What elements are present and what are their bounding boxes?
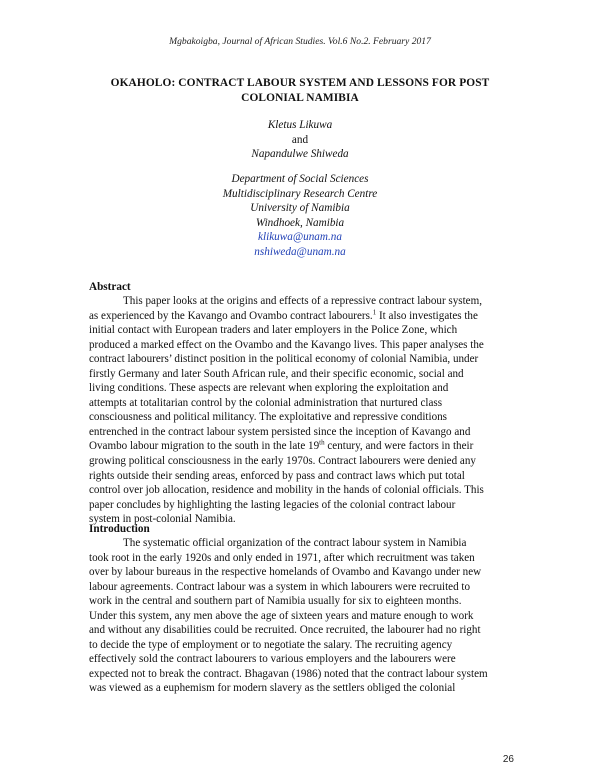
intro-line: effectively sold the contract labourers to various employers and the labourers were: [89, 653, 456, 666]
abstract-line: growing political consciousness in the early 1970s. Contract labourers were denied any: [89, 455, 476, 468]
abstract-line: entrenched in the contract labour system persisted since the inception of Kavango and: [89, 425, 471, 438]
running-head: Mgbakoigba, Journal of African Studies. Vol.6 No.2. February 2017: [169, 36, 431, 47]
introduction-body: [89, 536, 519, 696]
abstract-line: as experienced by the Kavango and Ovambo contract labourers.$^1$ It also investigates the: [89, 307, 478, 322]
ordinal-suffix: th: [319, 438, 325, 447]
email-link-2[interactable]: nshiweda@unam.na: [254, 245, 346, 258]
author-1: Kletus Likuwa: [267, 119, 333, 131]
intro-line: Under this system, any men above the age of sixteen years and mature enough to work: [89, 609, 474, 622]
intro-line: work in the central and southern part of Namibia usually for six to eighteen months.: [89, 595, 462, 608]
abstract-line: system in post-colonial Namibia.: [89, 513, 236, 526]
intro-line: took root in the early 1920s and only ended in 1971, after which recruitment was taken: [89, 551, 475, 564]
page-number: 26: [502, 754, 514, 765]
author-block: [0, 118, 600, 162]
abstract-line: contract labourers’ distinct position in the political economy of colonial Namibia, under: [89, 353, 479, 366]
abstract-line: consciousness and political militancy. The exploitative and repressive conditions: [89, 411, 447, 424]
intro-line: was viewed as a euphemism for modern slavery as the settlers obliged the colonial: [89, 682, 456, 695]
affiliation-university: University of Namibia: [250, 202, 350, 215]
abstract-line: firstly Germany and later South African rule, and their specific economic, social and: [89, 367, 464, 380]
author-2: Napandulwe Shiweda: [251, 148, 349, 160]
intro-line: over by labour bureaus in the respective homelands of Ovambo and Kavango under new: [89, 566, 482, 579]
email-link-1[interactable]: klikuwa@unam.na: [258, 231, 342, 244]
introduction-heading: Introduction: [89, 523, 150, 535]
abstract-line: paper concludes by highlighting the lasting legacies of the colonial contract labour: [89, 498, 456, 511]
affiliation-centre: Multidisciplinary Research Centre: [222, 187, 378, 200]
abstract-line: control over job allocation, residence and mobility in the hands of colonial officials. This: [89, 484, 484, 497]
abstract-line: living conditions. These aspects are relevant when exploring the exploitation and: [89, 382, 449, 395]
abstract-line: This paper looks at the origins and effects of a repressive contract labour system,: [123, 295, 482, 307]
title-line-2: COLONIAL NAMIBIA: [241, 92, 359, 104]
affiliation-block: [0, 172, 600, 260]
intro-line: The systematic official organization of the contract labour system in Namibia: [123, 537, 467, 549]
affiliation-city: Windhoek, Namibia: [255, 216, 345, 229]
paper-title: [60, 76, 540, 106]
abstract-heading: Abstract: [89, 281, 131, 293]
abstract-body: [89, 294, 519, 527]
intro-line: labour agreements. Contract labour was a system in which labourers were recruited to: [89, 580, 471, 593]
author-conjunction: and: [291, 133, 309, 146]
intro-line: expected not to break the contract. Bhagavan (1986) noted that the contract labour system: [89, 667, 488, 680]
abstract-line: rights outside their sending areas, enforced by pass and contract laws which put total: [89, 469, 465, 482]
footnote-marker[interactable]: 1: [372, 307, 377, 316]
title-line-1: OKAHOLO: CONTRACT LABOUR SYSTEM AND LESSONS FOR POST: [110, 77, 490, 89]
abstract-line: attempts at totalitarian control by the colonial administration that nurtured class: [89, 396, 443, 409]
intro-line: and without any disabilities could be recruited. Once recruited, the labourer had no right: [89, 624, 481, 637]
abstract-line: initial contact with European traders and later employers in the Police Zone, which: [89, 324, 458, 337]
abstract-line: Ovambo labour migration to the south in the late 19th century, and were factors in their: [89, 438, 474, 453]
abstract-line: produced a marked effect on the Ovambo and the Kavango lives. This paper analyses the: [89, 338, 484, 351]
affiliation-department: Department of Social Sciences: [231, 173, 369, 185]
intro-line: to decide the type of employment or to negotiate the salary. The recruiting agency: [89, 638, 453, 651]
